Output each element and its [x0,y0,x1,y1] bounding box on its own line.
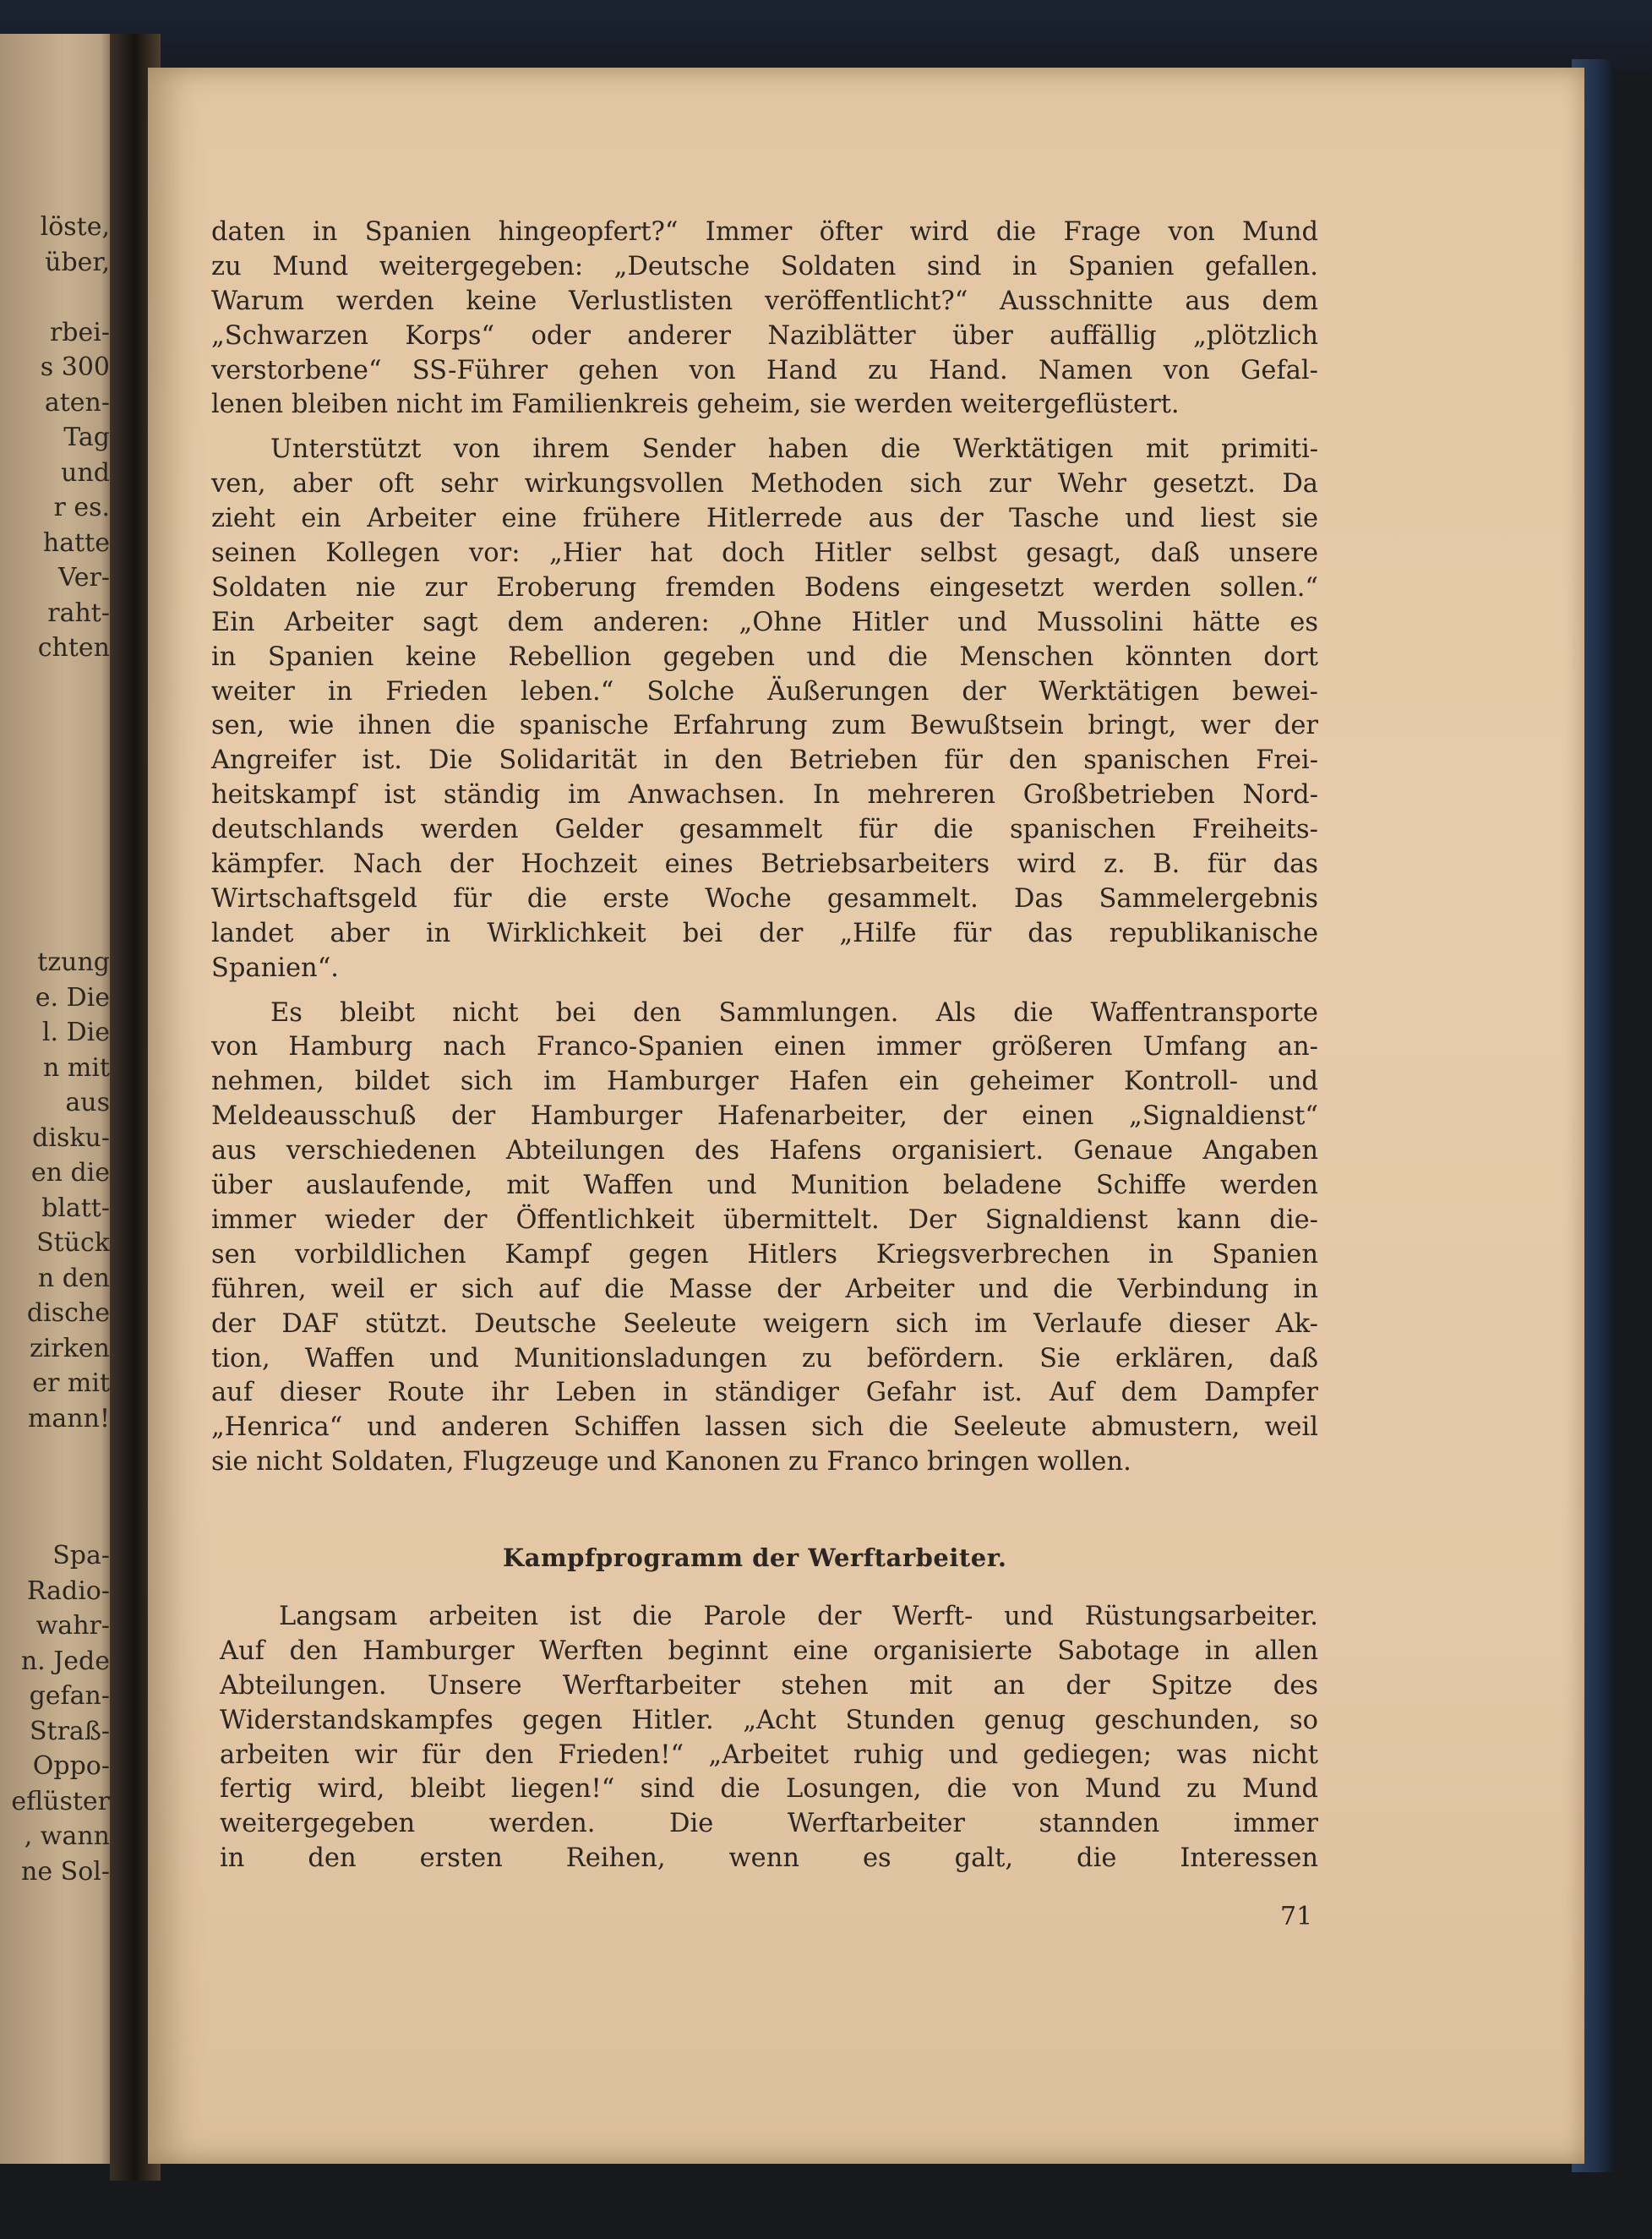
text-line: Spanien“. [211,953,339,983]
section-heading: Kampfprogramm der Werftarbeiter. [503,1543,1007,1572]
text-line: lenen bleiben nicht im Familienkreis geheim, sie werden weitergeflüstert. [211,390,1180,420]
text-line: „Schwarzen Korps“ oder anderer Naziblätter über auffällig „plötzlich [211,320,1318,351]
text-line: weiter in Frieden leben.“ Solche Äußerungen der Werktätigen bewei- [211,676,1318,707]
text-line: „Henrica“ und anderen Schiffen lassen sich die Seeleute abmustern, weil [211,1412,1318,1443]
paragraph-4 [220,1600,1318,1876]
paragraph-3 [211,997,1318,1480]
text-line: auf dieser Route ihr Leben in ständiger Gefahr ist. Auf dem Dampfer [211,1378,1318,1408]
text-line: zu Mund weitergegeben: „Deutsche Soldaten sind in Spanien gefallen. [211,251,1318,281]
text-line: sie nicht Soldaten, Flugzeuge und Kanonen zu Franco bringen wollen. [211,1447,1131,1477]
left-page-edge [0,34,118,2164]
text-line: verstorbene“ SS-Führer gehen von Hand zu Hand. Namen von Gefal- [211,355,1318,385]
text-line: in den ersten Reihen, wenn es galt, die Interessen [220,1843,1318,1874]
paragraph-1 [211,216,1318,423]
text-line: fertig wird, bleibt liegen!“ sind die Losungen, die von Mund zu Mund [220,1774,1318,1805]
text-line: führen, weil er sich auf die Masse der Arbeiter und die Verbindung in [211,1274,1318,1304]
text-line: sen vorbildlichen Kampf gegen Hitlers Kriegsverbrechen in Spanien [211,1239,1318,1270]
text-line: daten in Spanien hingeopfert?“ Immer öfter wird die Frage von Mund [211,217,1318,247]
text-line: Es bleibt nicht bei den Sammlungen. Als die Waffentransporte [270,997,1318,1028]
text-line: Soldaten nie zur Eroberung fremden Bodens eingesetzt werden sollen.“ [211,572,1318,603]
main-text [211,216,1318,1480]
text-line: aus verschiedenen Abteilungen des Hafens organisiert. Genaue Angaben [211,1136,1318,1166]
text-line: arbeiten wir für den Frieden!“ „Arbeitet ruhig und gediegen; was nicht [220,1739,1318,1770]
text-line: Abteilungen. Unsere Werftarbeiter stehen mit an der Spitze des [220,1670,1318,1701]
background-top [0,0,1652,76]
left-page-fragments-3: Spa- Radio- wahr- n. Jede gefan- Straß- Oppo- eflüster , wann ne Sol- [11,1541,110,1887]
text-line: Auf den Hamburger Werften beginnt eine organisierte Sabotage in allen [220,1636,1318,1666]
text-line: heitskampf ist ständig im Anwachsen. In mehreren Großbetrieben Nord- [211,780,1318,811]
text-line: Warum werden keine Verlustlisten veröffentlicht?“ Ausschnitte aus dem [211,286,1318,316]
text-line: Widerstandskampfes gegen Hitler. „Acht Stunden genug geschunden, so [220,1705,1318,1735]
text-line: tion, Waffen und Munitionsladungen zu befördern. Sie erklären, daß [211,1343,1318,1373]
text-line: zieht ein Arbeiter eine frühere Hitlerrede aus der Tasche und liest sie [211,504,1318,534]
text-line: sen, wie ihnen die spanische Erfahrung zum Bewußtsein bringt, wer der [211,711,1318,741]
text-line: ven, aber oft sehr wirkungsvollen Methoden sich zur Wehr gesetzt. Da [211,469,1318,500]
paragraph-2 [211,433,1318,986]
text-line: über auslaufende, mit Waffen und Munition beladene Schiffe werden [211,1171,1318,1201]
text-line: weitergegeben werden. Die Werftarbeiter stannden immer [220,1809,1318,1839]
text-line: seinen Kollegen vor: „Hier hat doch Hitler selbst gesagt, daß unsere [211,538,1318,569]
text-line: Ein Arbeiter sagt dem anderen: „Ohne Hitler und Mussolini hätte es [211,607,1318,637]
text-line: kämpfer. Nach der Hochzeit eines Betriebsarbeiters wird z. B. für das [211,849,1318,880]
page-number: 71 [1280,1902,1313,1931]
left-page-fragments-2: tzung e. Die l. Die n mit aus disku- en die blatt- Stück n den dische zirken er mit mann! [26,947,110,1434]
text-line: deutschlands werden Gelder gesammelt für die spanischen Freiheits- [211,815,1318,845]
text-line: von Hamburg nach Franco-Spanien einen immer größeren Umfang an- [211,1032,1318,1062]
left-page-fragments-1: löste, über, rbei- s 300 aten- Tag und r es. hatte Ver- raht- chten [37,212,110,663]
text-line: der DAF stützt. Deutsche Seeleute weigern sich im Verlaufe dieser Ak- [211,1308,1318,1339]
text-line: Wirtschaftsgeld für die erste Woche gesammelt. Das Sammelergebnis [211,883,1318,914]
text-line: immer wieder der Öffentlichkeit übermittelt. Der Signaldienst kann die- [211,1204,1318,1235]
text-line: landet aber in Wirklichkeit bei der „Hilfe für das republikanische [211,918,1318,948]
text-line: Meldeausschuß der Hamburger Hafenarbeiter, der einen „Signaldienst“ [211,1101,1318,1132]
text-line: Unterstützt von ihrem Sender haben die Werktätigen mit primiti- [270,434,1318,465]
text-line: nehmen, bildet sich im Hamburger Hafen ein geheimer Kontroll- und [211,1067,1318,1097]
text-line: in Spanien keine Rebellion gegeben und die Menschen könnten dort [211,642,1318,672]
text-line: Angreifer ist. Die Solidarität in den Betrieben für den spanischen Frei- [211,745,1318,776]
text-line: Langsam arbeiten ist die Parole der Werft- und Rüstungsarbeiter. [279,1602,1318,1631]
